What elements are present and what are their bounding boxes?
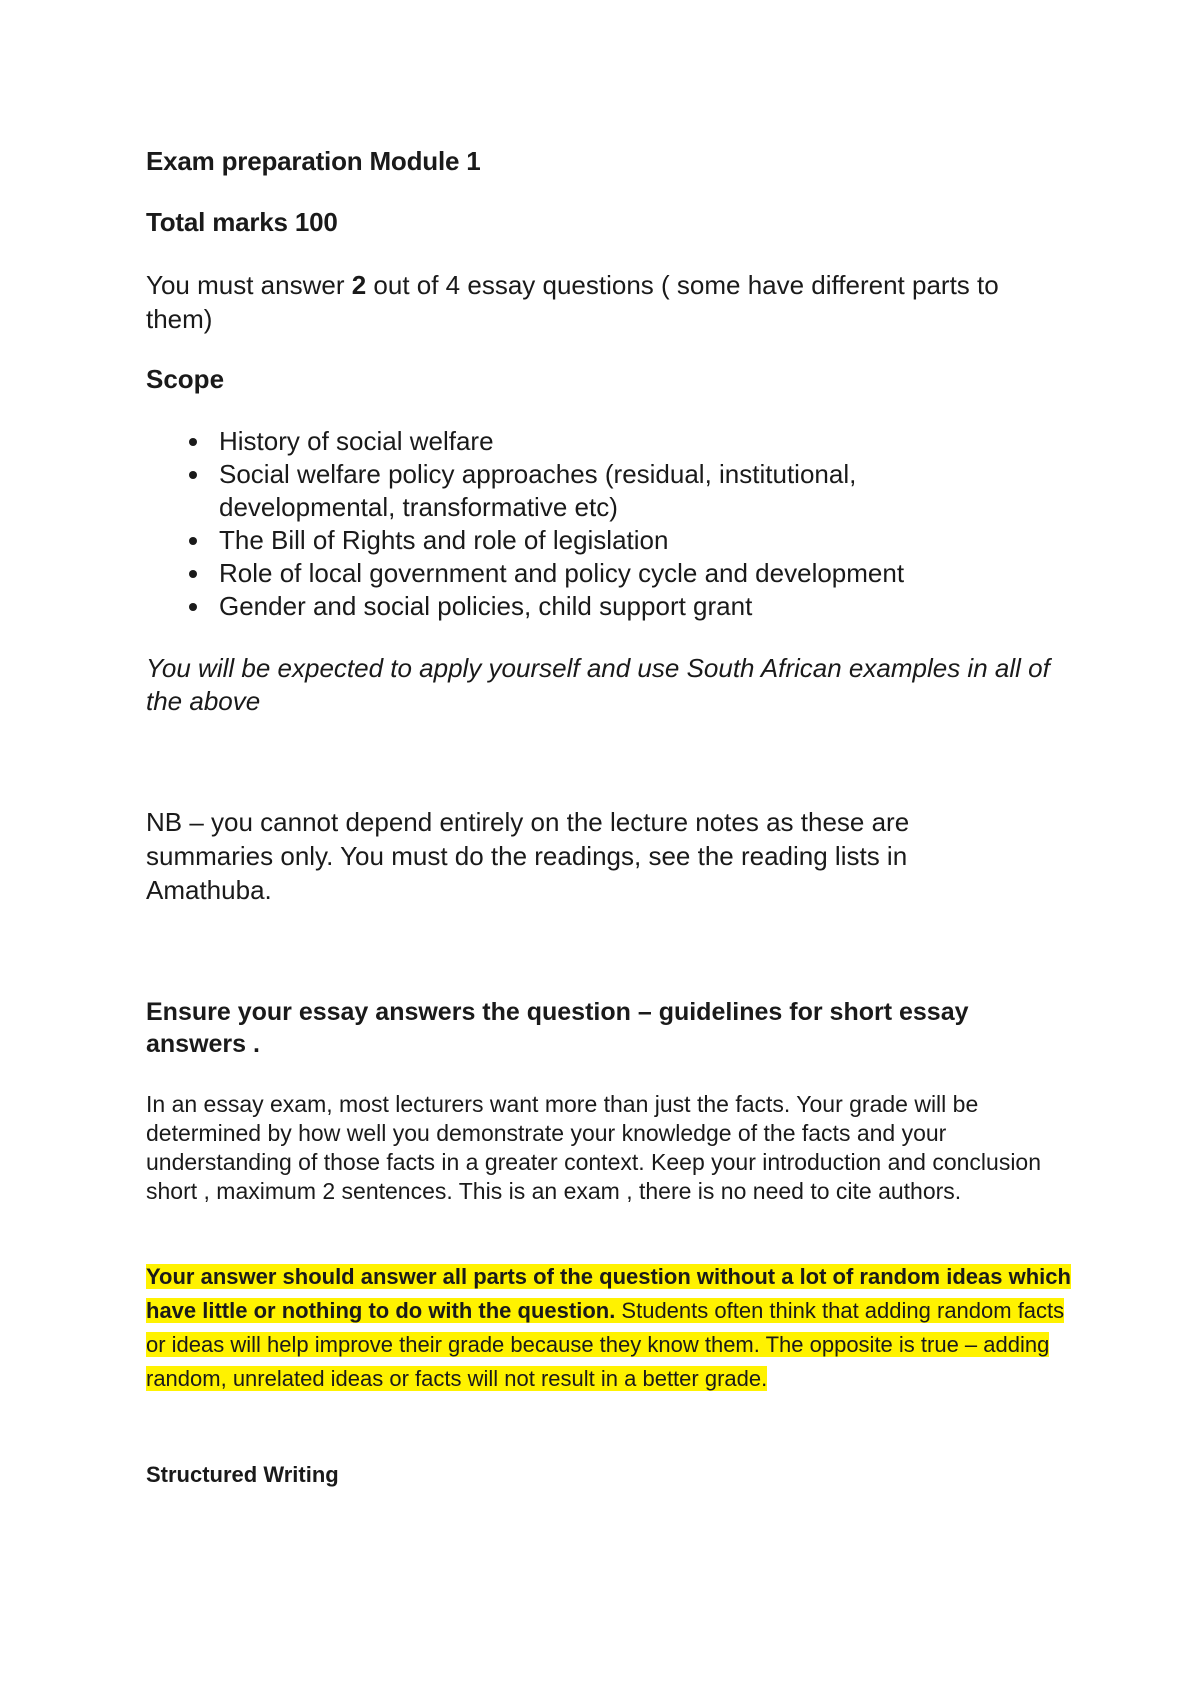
highlight-rest-text: Students often think that adding random facts or ideas will help improve their grade because they know them. The opposite is true – adding random, unrelated ideas or facts will not result in a better grade.: [146, 1298, 1065, 1391]
bullet-icon: [189, 570, 197, 578]
scope-list-item: [146, 557, 946, 590]
total-marks: Total marks 100: [146, 207, 338, 237]
scope-item-text: The Bill of Rights and role of legislation: [219, 525, 669, 555]
instructions-bold-count: 2: [351, 270, 367, 300]
expectation-note: You will be expected to apply yourself and use South African examples in all of the above: [146, 653, 1050, 716]
structured-writing-heading: Structured Writing: [146, 1462, 339, 1487]
scope-item-text: Gender and social policies, child support grant: [219, 591, 753, 621]
instructions-after: out of 4 essay questions ( some have different parts to them): [146, 270, 999, 334]
scope-list-item: [146, 458, 946, 524]
scope-list-item: [146, 425, 946, 458]
bullet-icon: [189, 471, 197, 479]
scope-item-text: History of social welfare: [219, 426, 494, 456]
bullet-icon: [189, 438, 197, 446]
scope-heading: Scope: [146, 364, 225, 394]
scope-list-item: [146, 524, 946, 557]
scope-list: [146, 425, 946, 623]
essay-guidelines-heading: Ensure your essay answers the question – guidelines for short essay answers .: [146, 998, 969, 1058]
highlighted-answer-paragraph: [146, 1260, 1076, 1396]
highlight-bold-text: Your answer should answer all parts of the question without a lot of random ideas which have little or nothing to do with the question.: [146, 1264, 1071, 1323]
nb-note: NB – you cannot depend entirely on the lecture notes as these are summaries only. You must do the readings, see the reading lists in Amathuba.: [146, 807, 910, 905]
highlight-text: [146, 1264, 1071, 1391]
scope-list-item: [146, 590, 946, 623]
bullet-icon: [189, 537, 197, 545]
instructions-paragraph: [146, 268, 1066, 336]
scope-item-text: Role of local government and policy cycle and development: [219, 558, 905, 588]
essay-guidelines-paragraph: In an essay exam, most lecturers want more than just the facts. Your grade will be determined by how well you demonstrate your knowledge of the facts and your understanding of those facts in a greater context. Keep your introduction and conclusion short , maximum 2 sentences. This is an exam , there is no need to cite authors.: [146, 1091, 1042, 1204]
scope-item-text: Social welfare policy approaches (residual, institutional, developmental, transformative etc): [219, 459, 857, 522]
bullet-icon: [189, 603, 197, 611]
instructions-before: You must answer: [146, 270, 352, 300]
document-title: Exam preparation Module 1: [146, 146, 481, 176]
